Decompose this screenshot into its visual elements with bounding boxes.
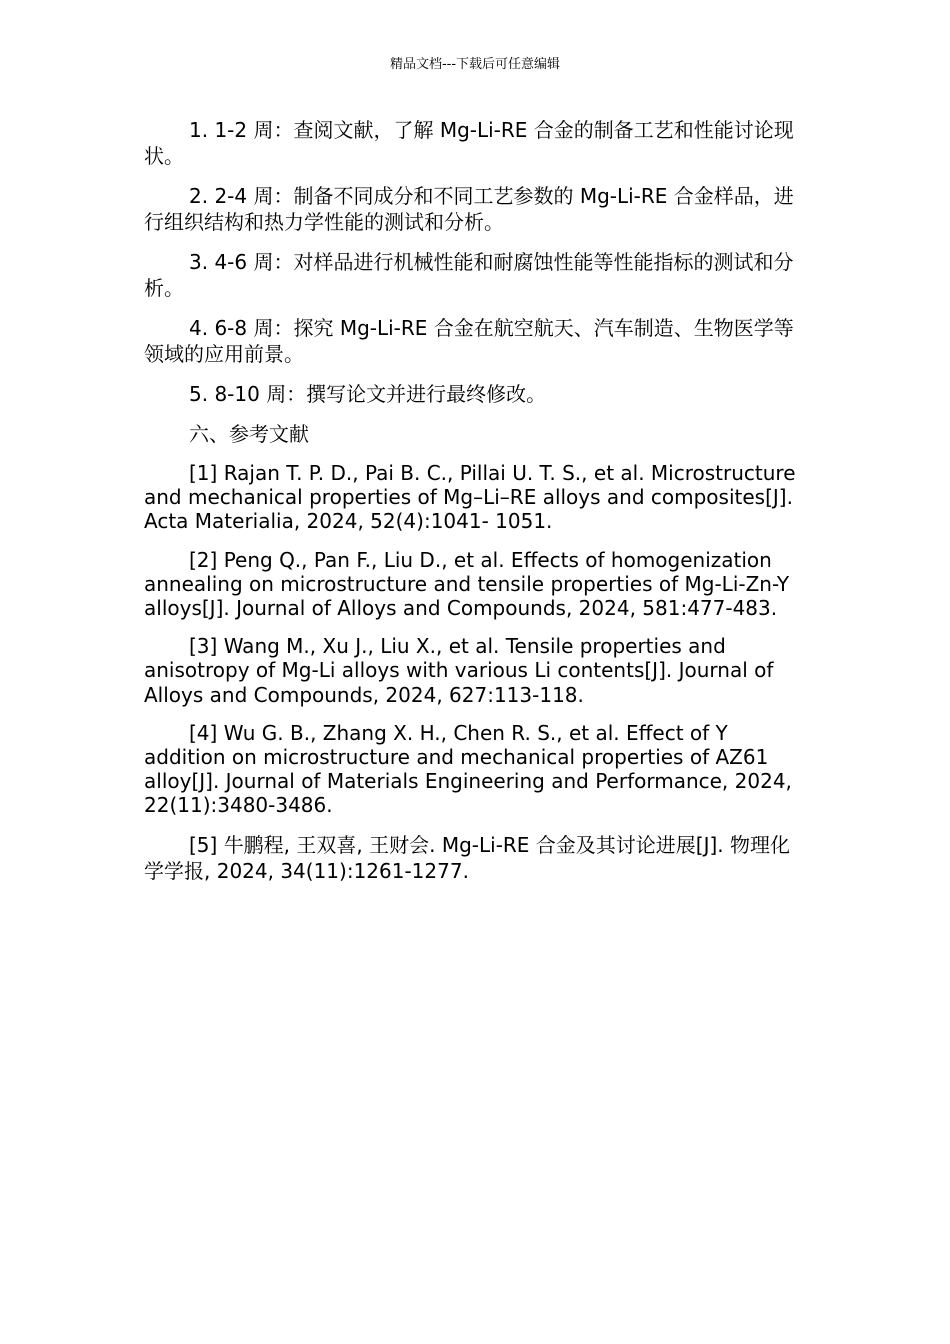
reference-5: [5] 牛鹏程, 王双喜, 王财会. Mg-Li-RE 合金及其讨论进展[J]. 物理化学学报, 2024, 34(11):1261-1277. [144,832,791,883]
schedule-item-5: 5. 8-10 周：撰写论文并进行最终修改。 [189,382,547,406]
reference-4: [4] Wu G. B., Zhang X. H., Chen R. S., et al. Effect of Y addition on microstructure and mechanical properties of AZ61 alloy[J]. Journal of Materials Engineering and Performance, 2024, 22(11):3480-3486. [144,720,792,818]
page-header: 精品文档---下载后可任意编辑 [389,57,561,72]
section-heading-references: 六、参考文献 [189,422,309,446]
schedule-item-3: 3. 4-6 周：对样品进行机械性能和耐腐蚀性能等性能指标的测试和分析。 [144,250,794,300]
reference-3: [3] Wang M., Xu J., Liu X., et al. Tensile properties and anisotropy of Mg-Li alloys with various Li contents[J]. Journal of Alloys and Compounds, 2024, 627:113-118. [144,634,774,707]
reference-1: [1] Rajan T. P. D., Pai B. C., Pillai U. T. S., et al. Microstructure and mechanical properties of Mg–Li–RE alloys and composites[J]. Acta Materialia, 2024, 52(4):1041- 1051. [144,461,796,534]
reference-2: [2] Peng Q., Pan F., Liu D., et al. Effects of homogenization annealing on microstructure and tensile properties of Mg-Li-Zn-Y alloys[J]. Journal of Alloys and Compounds, 2024, 581:477-483. [144,547,790,621]
schedule-item-2: 2. 2-4 周：制备不同成分和不同工艺参数的 Mg-Li-RE 合金样品，进行组织结构和热力学性能的测试和分析。 [144,184,794,234]
schedule-item-1: 1. 1-2 周：查阅文献，了解 Mg-Li-RE 合金的制备工艺和性能讨论现状。 [144,118,794,168]
schedule-item-4: 4. 6-8 周：探究 Mg-Li-RE 合金在航空航天、汽车制造、生物医学等领域的应用前景。 [144,316,794,366]
document-body [144,117,810,898]
